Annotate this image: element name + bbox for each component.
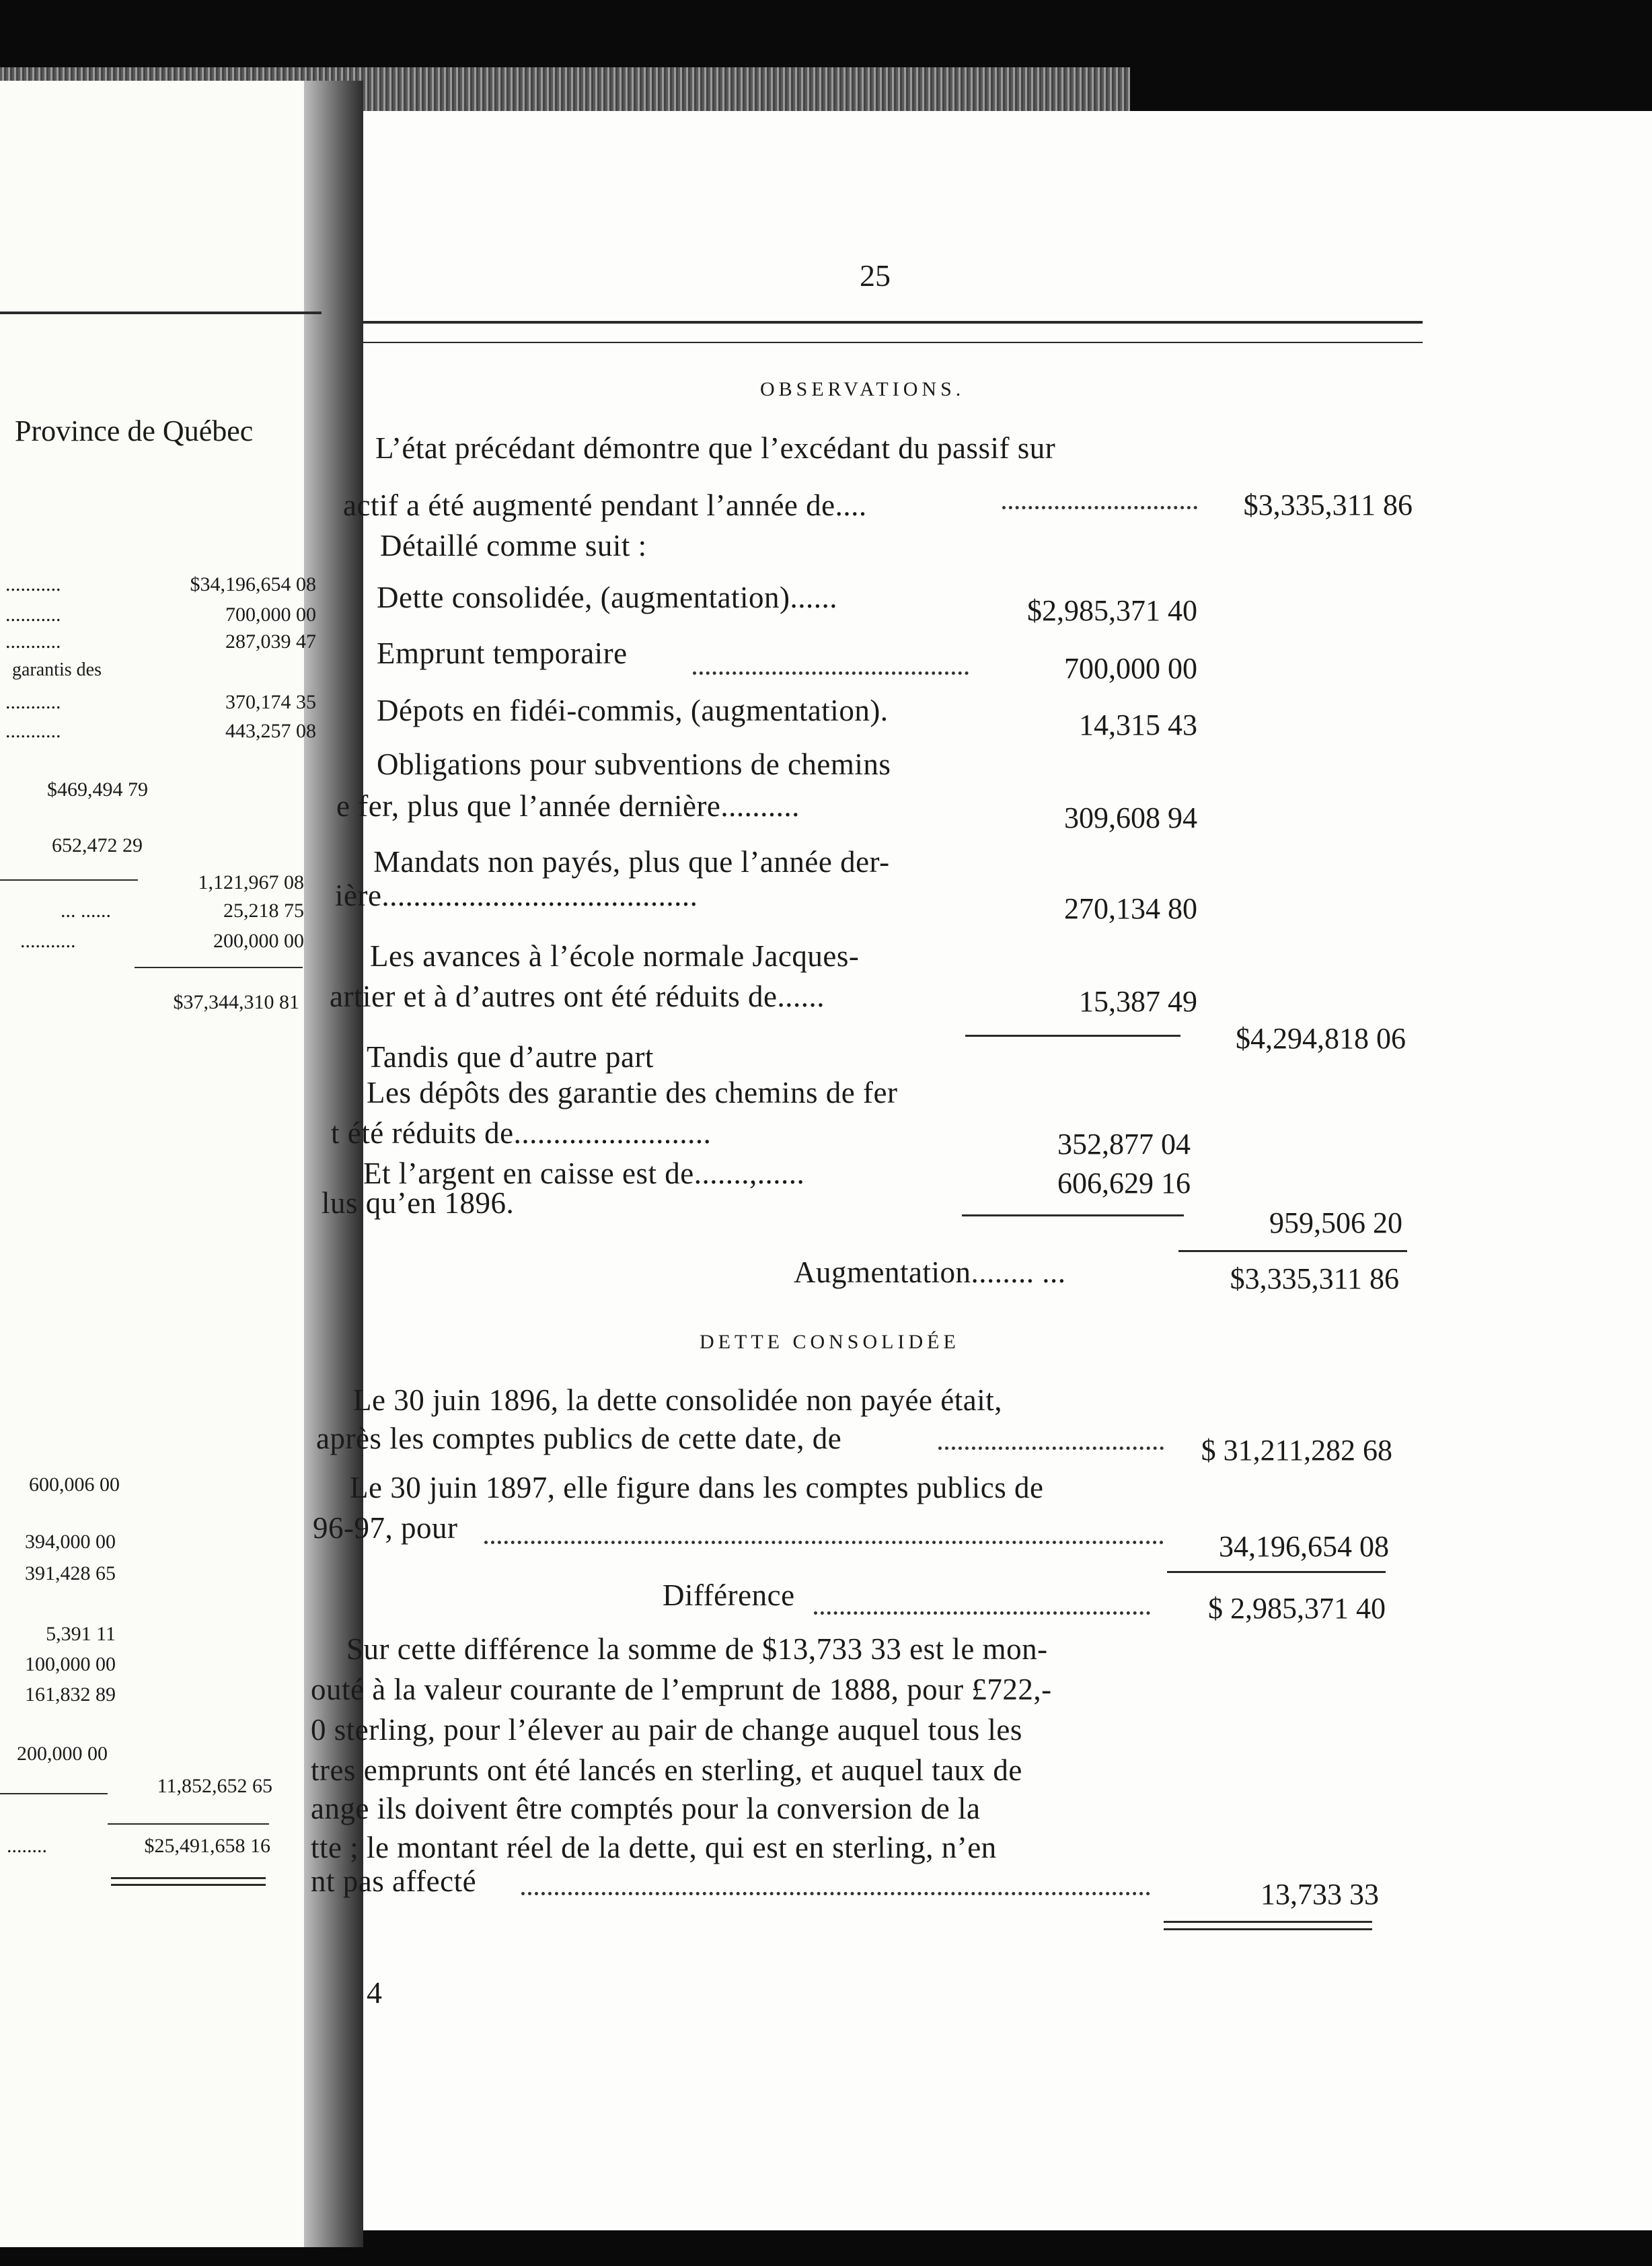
augmentation-total: $3,335,311 86: [1230, 1262, 1399, 1295]
left-row-dots: ...........: [5, 630, 61, 653]
left-row-amount: 443,257 08: [225, 720, 316, 742]
left-rule: [0, 879, 138, 881]
intro-line: L’état précédant démontre que l’excédant du passif sur: [375, 431, 1056, 465]
left-lower-sum: 11,852,652 65: [157, 1775, 272, 1797]
left-row-amount: $34,196,654 08: [190, 573, 316, 595]
sum-rule: [965, 1035, 1180, 1037]
items-total: $4,294,818 06: [1236, 1022, 1406, 1055]
header-rule: [363, 321, 1423, 324]
left-lower-amount: 200,000 00: [17, 1743, 108, 1765]
detail-heading: Détaillé comme suit :: [380, 529, 647, 562]
other-line: t été réduits de.........................: [331, 1116, 712, 1150]
left-page-header: Province de Québec: [15, 414, 254, 447]
sum-rule: [962, 1214, 1184, 1216]
other-amount: 606,629 16: [1057, 1167, 1191, 1200]
left-col-dots: ...........: [20, 930, 76, 952]
paragraph-line: après les comptes publics de cette date, de: [316, 1422, 842, 1455]
paragraph-line: outé à la valeur courante de l’emprunt de 1888, pour £722,-: [311, 1673, 1052, 1706]
left-col-dots: ... ......: [61, 900, 111, 922]
left-subtotal: $469,494 79: [47, 778, 148, 801]
difference-label: Différence: [663, 1578, 795, 1612]
left-row-dots: ...........: [5, 604, 61, 626]
left-row-amount: 287,039 47: [225, 630, 316, 653]
item-amount: 14,315 43: [1079, 708, 1197, 741]
item-line: Mandats non payés, plus que l’année der-: [373, 845, 890, 879]
item-line: artier et à d’autres ont été réduits de......: [330, 980, 825, 1013]
left-lower-amount: 161,832 89: [25, 1683, 116, 1706]
item-line: Obligations pour subventions de chemins: [377, 747, 891, 781]
left-lower-amount: 5,391 11: [46, 1623, 116, 1645]
left-total: $37,344,310 81: [173, 991, 299, 1013]
paragraph-line: ange ils doivent être comptés pour la conversion de la: [311, 1792, 981, 1825]
left-row-label: garantis des: [12, 659, 102, 680]
item-line: Emprunt temporaire: [377, 636, 628, 670]
paragraph-line: Le 30 juin 1897, elle figure dans les comptes publics de: [350, 1471, 1044, 1504]
leader-dots: [1002, 506, 1197, 509]
header-rule: [363, 342, 1423, 343]
left-subtotal: 652,472 29: [52, 834, 143, 856]
left-lower-dots: ........: [7, 1835, 47, 1857]
left-rule: [0, 1793, 108, 1794]
p1-amount: $ 31,211,282 68: [1201, 1434, 1392, 1467]
left-rule: [108, 1823, 269, 1825]
page-number: 25: [860, 258, 891, 293]
leader-dots: [814, 1611, 1150, 1615]
other-total: 959,506 20: [1269, 1206, 1402, 1239]
item-amount: 700,000 00: [1064, 652, 1197, 685]
difference-amount: $ 2,985,371 40: [1208, 1592, 1386, 1625]
p2-amount: 34,196,654 08: [1219, 1530, 1389, 1563]
left-row-dots: ...........: [5, 573, 61, 595]
double-rule: [1164, 1928, 1372, 1930]
paragraph-line: 0 sterling, pour l’élever au pair de change auquel tous les: [311, 1713, 1022, 1747]
paragraph-line: tte ; le montant réel de la dette, qui est en sterling, n’en: [311, 1831, 997, 1864]
leader-dots: [521, 1892, 1150, 1895]
other-line: Les dépôts des garantie des chemins de fer: [367, 1076, 898, 1109]
left-col-amount: 200,000 00: [213, 930, 304, 952]
left-row-amount: 370,174 35: [225, 691, 316, 713]
left-col-amount: 1,121,967 08: [198, 871, 304, 893]
left-col-amount: 25,218 75: [223, 900, 304, 922]
left-page: [0, 81, 350, 2247]
left-lower-amount: 391,428 65: [25, 1562, 116, 1584]
sum-rule: [1178, 1250, 1407, 1252]
item-amount: 270,134 80: [1064, 892, 1197, 925]
augmentation-label: Augmentation........ ...: [794, 1255, 1066, 1289]
other-line: lus qu’en 1896.: [322, 1186, 515, 1220]
item-line: Les avances à l’école normale Jacques-: [370, 939, 860, 973]
left-rule: [135, 967, 303, 968]
leader-dots: [693, 671, 969, 675]
paragraph-line: Le 30 juin 1896, la dette consolidée non payée était,: [353, 1383, 1002, 1417]
other-line: Et l’argent en caisse est de.......,......: [363, 1157, 805, 1190]
double-rule: [1164, 1921, 1372, 1923]
item-amount: 309,608 94: [1064, 801, 1197, 834]
paragraph-line: 96-97, pour: [313, 1511, 458, 1545]
left-row-amount: 700,000 00: [225, 604, 316, 626]
item-line: Dette consolidée, (augmentation)......: [377, 581, 838, 614]
intro-line: actif a été augmenté pendant l’année de....: [343, 488, 867, 522]
item-line: Dépots en fidéi-commis, (augmentation).: [377, 694, 889, 727]
book-gutter: [304, 81, 363, 2247]
item-line: ière........................................: [335, 879, 698, 912]
dette-consolidee-heading: DETTE CONSOLIDÉE: [700, 1331, 960, 1353]
sum-rule: [1167, 1571, 1386, 1573]
intro-total: $3,335,311 86: [1243, 488, 1413, 521]
left-row-dots: ...........: [5, 691, 61, 713]
paragraph-line: tres emprunts ont été lancés en sterling, et auquel taux de: [311, 1753, 1022, 1787]
observations-heading: OBSERVATIONS.: [760, 378, 965, 400]
left-row-dots: ...........: [5, 720, 61, 742]
other-heading: Tandis que d’autre part: [367, 1040, 654, 1074]
item-line: e fer, plus que l’année dernière..........: [336, 789, 800, 823]
leader-dots: [484, 1541, 1164, 1544]
p3-amount: 13,733 33: [1261, 1878, 1379, 1911]
leader-dots: [938, 1447, 1164, 1450]
footer-signature-number: 4: [367, 1975, 382, 2010]
left-lower-amount: 394,000 00: [25, 1531, 116, 1553]
left-lower-amount: 100,000 00: [25, 1653, 116, 1675]
paragraph-line: Sur cette différence la somme de $13,733 33 est le mon-: [346, 1632, 1048, 1666]
left-header-rule: [0, 312, 322, 314]
left-lower-amount: 600,006 00: [29, 1473, 120, 1496]
left-lower-total: $25,491,658 16: [144, 1835, 270, 1857]
left-double-rule: [111, 1877, 266, 1879]
other-amount: 352,877 04: [1057, 1128, 1191, 1161]
item-amount: 15,387 49: [1079, 985, 1197, 1018]
paragraph-line: nt pas affecté: [311, 1864, 477, 1898]
left-double-rule: [111, 1884, 266, 1886]
item-amount: $2,985,371 40: [1027, 594, 1197, 627]
